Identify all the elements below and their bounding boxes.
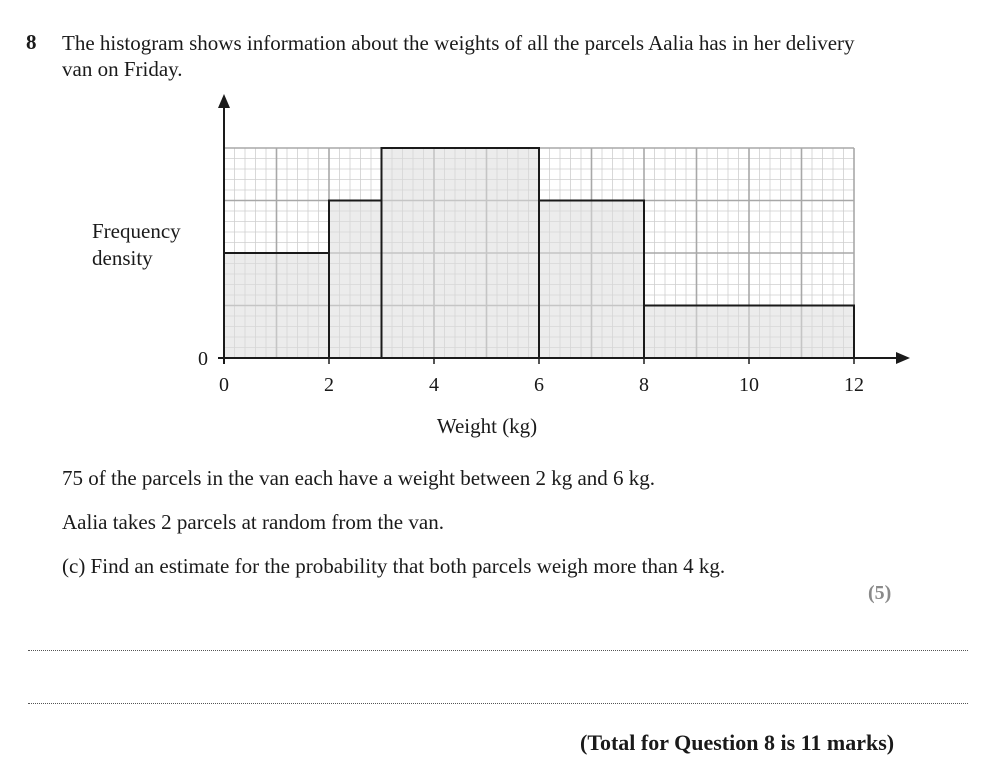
y-axis-arrow bbox=[218, 94, 230, 108]
question-intro: The histogram shows information about the weights of all the parcels Aalia has in her delivery van on Friday. bbox=[62, 31, 855, 81]
x-tick-label: 2 bbox=[324, 374, 334, 396]
x-tick-label: 8 bbox=[639, 374, 649, 396]
answer-line-2 bbox=[28, 703, 968, 704]
histogram-bar-4 bbox=[539, 201, 644, 359]
histogram-bar-5 bbox=[644, 306, 854, 359]
marks-label: (5) bbox=[868, 582, 892, 604]
statement-parcel-count: 75 of the parcels in the van each have a weight between 2 kg and 6 kg. bbox=[62, 466, 656, 490]
question-number: 8 bbox=[26, 30, 37, 54]
x-tick-label: 0 bbox=[219, 374, 229, 396]
y-axis-label-text: Frequency density bbox=[92, 219, 181, 270]
x-tick-label: 4 bbox=[429, 374, 439, 396]
x-axis-label: Weight (kg) bbox=[436, 414, 538, 438]
histogram-bar-3 bbox=[382, 148, 540, 358]
answer-line-1 bbox=[28, 650, 968, 651]
histogram-bar-2 bbox=[329, 201, 382, 359]
x-tick-label: 10 bbox=[739, 374, 759, 396]
x-tick-label: 6 bbox=[534, 374, 544, 396]
y-tick-label: 0 bbox=[198, 348, 208, 370]
question-part-c: (c) Find an estimate for the probability that both parcels weigh more than 4 kg. bbox=[62, 554, 726, 578]
statement-random-selection: Aalia takes 2 parcels at random from the van. bbox=[62, 510, 444, 534]
histogram-bar-1 bbox=[224, 253, 329, 358]
x-tick-label: 12 bbox=[844, 374, 864, 396]
x-axis-arrow bbox=[896, 352, 910, 364]
total-marks: (Total for Question 8 is 11 marks) bbox=[580, 730, 895, 755]
